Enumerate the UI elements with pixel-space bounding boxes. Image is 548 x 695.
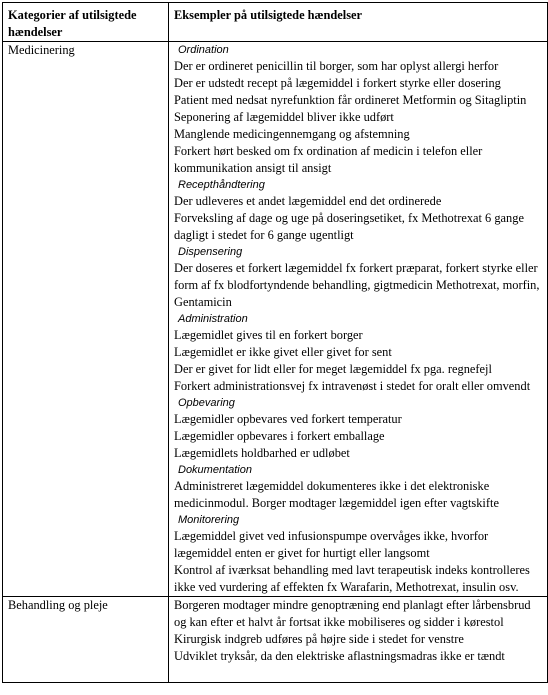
subheading: Recepthåndtering: [178, 179, 265, 191]
incident-table: [2, 2, 548, 683]
examples-cell: [169, 597, 548, 683]
category-cell: Behandling og pleje: [3, 597, 169, 683]
example-item: Der udleveres et andet lægemiddel end det ordinerede: [174, 194, 442, 208]
header-row: [3, 3, 548, 42]
example-item: Forkert hørt besked om fx ordination af medicin i telefon eller kommunikation ansigt til ansigt: [174, 144, 483, 175]
example-item: Lægemidler opbevares i forkert emballage: [174, 429, 385, 443]
example-item: Kirurgisk indgreb udføres på højre side i stedet for venstre: [174, 632, 464, 646]
example-item: Der doseres et forkert lægemiddel fx forkert præparat, forkert styrke eller form af fx blodfortyndende behandling, gigtmedicin Methotrexat, morfin, Gentamicin: [174, 261, 540, 309]
blank-line: [174, 665, 543, 682]
example-group-behandling: [174, 597, 543, 682]
subheading: Opbevaring: [178, 397, 235, 409]
examples-cell: [169, 42, 548, 597]
example-item: Lægemidlet er ikke givet eller givet for sent: [174, 345, 392, 359]
subheading: Administration: [178, 313, 248, 325]
subheading: Dokumentation: [178, 464, 252, 476]
example-item: Seponering af lægemiddel bliver ikke udført: [174, 110, 394, 124]
category-cell: Medicinering: [3, 42, 169, 597]
example-item: Der er ordineret penicillin til borger, som har oplyst allergi herfor: [174, 59, 499, 73]
column-header-examples: Eksempler på utilsigtede hændelser: [169, 3, 548, 42]
example-item: Kontrol af iværksat behandling med lavt terapeutisk indeks kontrolleres ikke ved vurdering af effekten fx Warafarin, Methotrexat, insulin osv.: [174, 563, 530, 594]
example-group-dokumentation: [174, 462, 543, 512]
example-item: Lægemiddel givet ved infusionspumpe overvåges ikke, hvorfor lægemiddel enten er givet for hurtigt eller langsomt: [174, 529, 489, 560]
example-group-administration: [174, 311, 543, 395]
table-row: [3, 42, 548, 597]
example-item: Lægemidlets holdbarhed er udløbet: [174, 446, 350, 460]
column-header-categories: Kategorier af utilsigtede hændelser: [3, 3, 169, 42]
example-item: Lægemidlet gives til en forkert borger: [174, 328, 363, 342]
example-group-recepthaandtering: [174, 177, 543, 244]
example-item: Patient med nedsat nyrefunktion får ordineret Metformin og Sitagliptin: [174, 93, 527, 107]
example-item: Manglende medicingennemgang og afstemning: [174, 127, 410, 141]
example-item: Borgeren modtager mindre genoptræning end planlagt efter lårbensbrud og kan efter et halvt år fortsat ikke mobiliseres og sidder i kørestol: [174, 598, 531, 629]
example-group-monitorering: [174, 512, 543, 596]
example-item: Lægemidler opbevares ved forkert temperatur: [174, 412, 402, 426]
example-item: Forkert administrationsvej fx intravenøst i stedet for oralt eller omvendt: [174, 379, 531, 393]
table-row: [3, 597, 548, 683]
example-item: Der er udstedt recept på lægemiddel i forkert styrke eller dosering: [174, 76, 501, 90]
subheading: Ordination: [178, 44, 229, 56]
example-item: Udviklet tryksår, da den elektriske aflastningsmadras ikke er tændt: [174, 649, 505, 663]
subheading: Dispensering: [178, 246, 243, 258]
example-item: Administreret lægemiddel dokumenteres ikke i det elektroniske medicinmodul. Borger modtager lægemiddel igen efter vagtskifte: [174, 479, 499, 510]
example-group-dispensering: [174, 244, 543, 311]
example-group-ordination: [174, 42, 543, 177]
example-item: Forveksling af dage og uge på doseringsetiket, fx Methotrexat 6 gange dagligt i stedet for 6 gange ugentligt: [174, 211, 524, 242]
subheading: Monitorering: [178, 514, 240, 526]
example-item: Der er givet for lidt eller for meget lægemiddel fx pga. regnefejl: [174, 362, 492, 376]
example-group-opbevaring: [174, 395, 543, 462]
